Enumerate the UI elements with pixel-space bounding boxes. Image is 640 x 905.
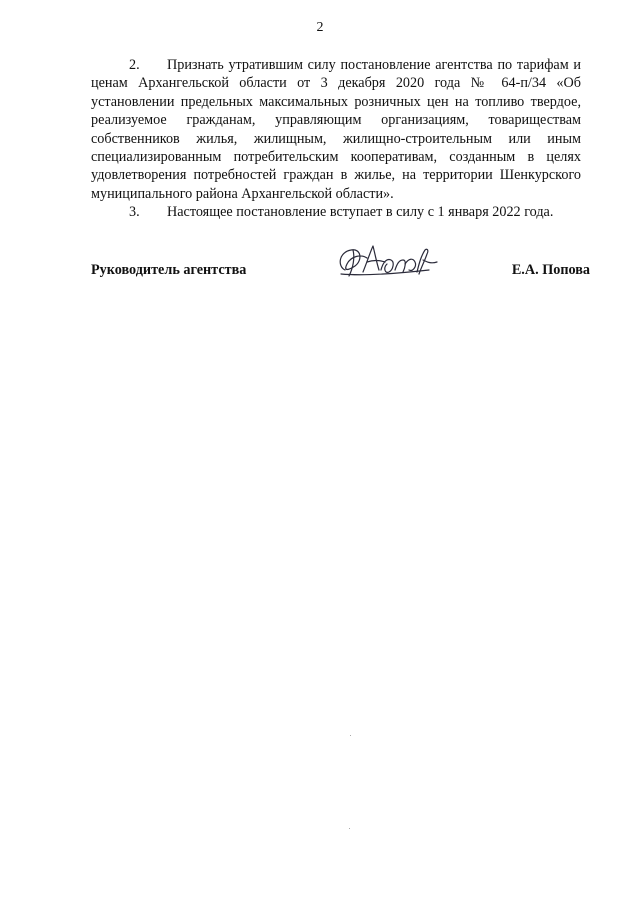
scan-speck bbox=[350, 735, 351, 736]
paragraph-text: Признать утратившим силу постановление агентства по тарифам и ценам Архангельской области от 3 декабря 2020 года № 64-п/34 «Об установлении предельных максимальных розничных цен на топливо твердое, реализуемое гражданам, управляющим организациям, товариществам собственников жилья, жилищным, жилищно-строительным или иным специализированным потребительским кооперативам, созданным в целях удовлетворения потребностей граждан в жилье, на территории Шенкурского муниципального района Архангельской области». bbox=[91, 57, 581, 202]
document-body bbox=[91, 56, 581, 222]
signature-block bbox=[91, 262, 590, 286]
scan-speck bbox=[349, 828, 350, 829]
paragraph-text: Настоящее постановление вступает в силу с 1 января 2022 года. bbox=[167, 204, 554, 221]
paragraph-2 bbox=[91, 56, 581, 203]
paragraph-number: 2. bbox=[129, 57, 140, 73]
paragraph-3 bbox=[91, 203, 581, 221]
page-number: 2 bbox=[316, 20, 324, 35]
signatory-title: Руководитель агентства bbox=[91, 262, 247, 278]
paragraph-number: 3. bbox=[129, 204, 140, 221]
signatory-name: Е.А. Попова bbox=[511, 262, 590, 278]
